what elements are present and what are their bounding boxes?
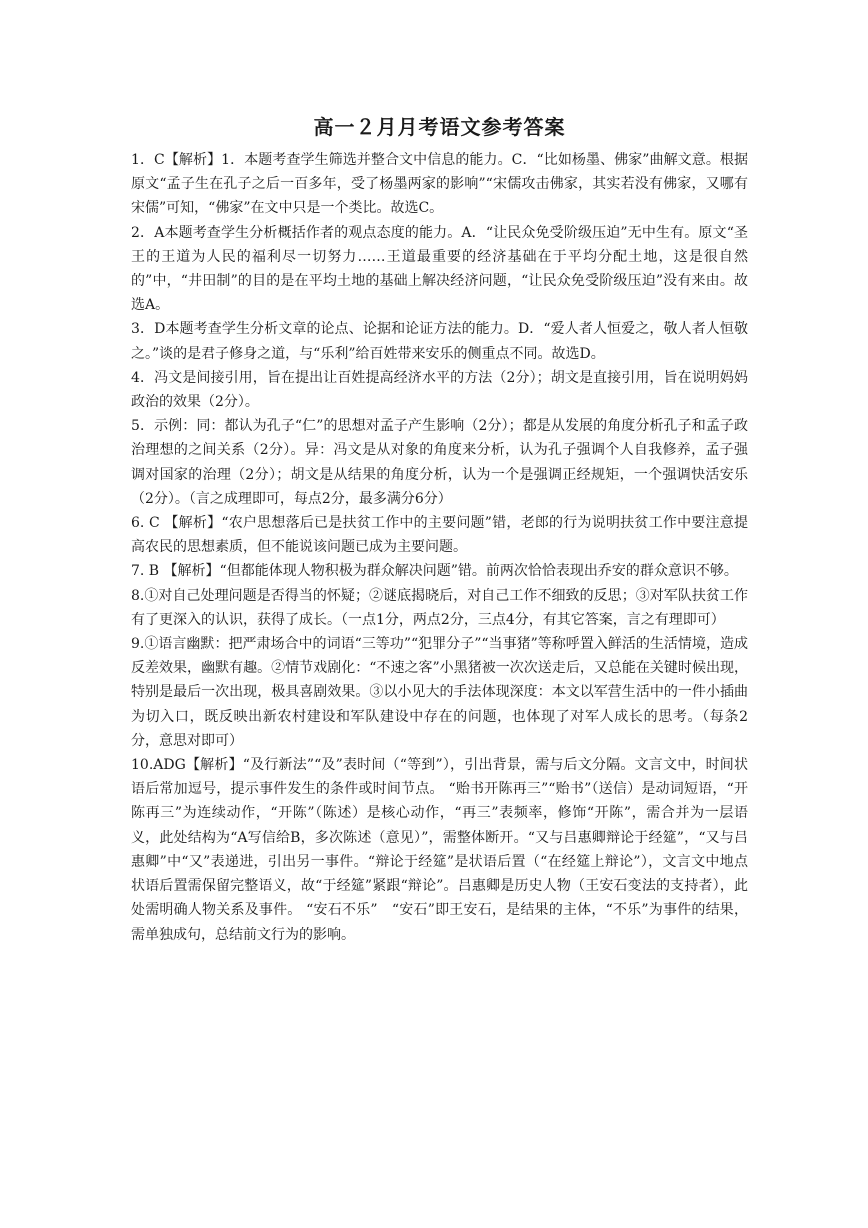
answer-item-10: 10.ADG【解析】“及行新法”“及”表时间（“等到”），引出背景，需与后文分隔。文言文中，时间状语后常加逗号，提示事件发生的条件或时间节点。 “贻书开陈再三”“贻书”（送信）是动词短语，“开陈再三”为连续动作，“开陈”（陈述）是核心动作，“再三”表频率，修饰“开陈”，需合并为一层语义，此处结构为“A写信给B，多次陈述（意见）”，需整体断开。“又与吕惠卿辩论于经筵”，“又与吕惠卿”中“又”表递进，引出另一事件。“辩论于经筵”是状语后置（“在经筵上辩论”），文言文中地点状语后置需保留完整语义，故“于经筵”紧跟“辩论”。吕惠卿是历史人物（王安石变法的支持者），此处需明确人物关系及事件。 “安石不乐” “安石”即王安石，是结果的主体，“不乐”为事件的结果，需单独成句，总结前文行为的影响。 [131,757,748,943]
page-title: 高一２月月考语文参考答案 [313,115,566,139]
answer-item-6: 6. C 【解析】“农户思想落后已是扶贫工作中的主要问题”错，老郎的行为说明扶贫工作中要注意提高农民的思想素质，但不能说该问题已成为主要问题。 [131,515,748,556]
answer-item-2: 2．A本题考查学生分析概括作者的观点态度的能力。A．“让民众免受阶级压迫”无中生有。原文“圣王的王道为人民的福利尽一切努力……王道最重要的经济基础在于平均分配土地，这是很自然的”中，“井田制”的目的是在平均土地的基础上解决经济问题，“让民众免受阶级压迫”没有来由。故选A。 [131,224,748,314]
answer-list [131,148,748,947]
answer-item-1: 1．C【解析】1．本题考查学生筛选并整合文中信息的能力。C．“比如杨墨、佛家”曲解文意。根据原文“孟子生在孔子之后一百多年，受了杨墨两家的影响”“宋儒攻击佛家，其实若没有佛家，又哪有宋儒”可知，“佛家”在文中只是一个类比。故选C。 [131,152,748,217]
answer-item-4: 4．冯文是间接引用，旨在提出让百姓提高经济水平的方法（2分）；胡文是直接引用，旨在说明妈妈政治的效果（2分）。 [131,369,748,411]
answer-item-7: 7. B 【解析】“但都能体现人物积极为群众解决问题”错。前两次恰恰表现出乔安的群众意识不够。 [131,563,738,580]
answer-item-5: 5．示例：同：都认为孔子“仁”的思想对孟子产生影响（2分）；都是从发展的角度分析孔子和孟子政治理想的之间关系（2分）。异：冯文是从对象的角度来分析，认为孔子强调个人自我修养，孟子强调对国家的治理（2分）；胡文是从结果的角度分析，认为一个是强调正经规矩，一个强调快活安乐（2分）。（言之成理即可，每点2分，最多满分6分） [131,418,748,507]
answer-item-9: 9.①语言幽默：把严肃场合中的词语“三等功”“犯罪分子”“当事猪”等称呼置入鲜活的生活情境，造成反差效果，幽默有趣。②情节戏剧化：“不速之客”小黑猪被一次次送走后，又总能在关键时候出现，特别是最后一次出现，极具喜剧效果。③以小见大的手法体现深度：本文以军营生活中的一件小插曲为切入口，既反映出新农村建设和军队建设中存在的问题，也体现了对军人成长的思考。（每条2分，意思对即可） [131,636,748,749]
answer-item-3: 3．D本题考查学生分析文章的论点、论据和论证方法的能力。D．“爱人者人恒爱之，敬人者人恒敬之。”谈的是君子修身之道，与“乐利”给百姓带来安乐的侧重点不同。故选D。 [131,321,748,362]
answer-item-8: 8.①对自己处理问题是否得当的怀疑；②谜底揭晓后，对自己工作不细致的反思；③对军队扶贫工作有了更深入的认识，获得了成长。（一点1分，两点2分，三点4分，有其它答案，言之有理即可） [131,587,748,628]
